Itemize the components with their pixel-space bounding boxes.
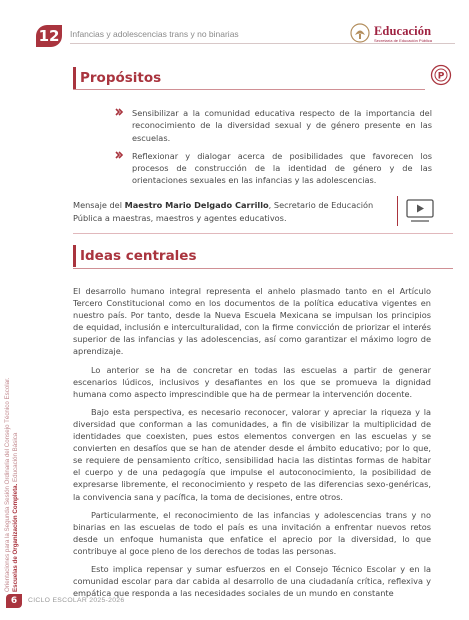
side-line-2-rest: Educación Básica: [12, 432, 19, 484]
target-icon: [430, 64, 452, 86]
svg-text:P: P: [437, 71, 445, 82]
list-item-text: Sensibilizar a la comunidad educativa respecto de la importancia del reconocimiento de la diversidad sexual y de género presente en las escuelas.: [132, 108, 432, 143]
list-item-text: Reflexionar y dialogar acerca de posibilidades que favorecen los procesos de construcción de la identidad de género y de las orientaciones sexuales en las infancias y las adolescencias.: [132, 150, 432, 186]
side-running-title: [4, 332, 26, 592]
page-header: [0, 0, 469, 48]
paragraph: Bajo esta perspectiva, es necesario reconocer, valorar y apreciar la riqueza y la diversidad que conforman a las comunidades, a fin de visibilizar la multiplicidad de identidades que coexisten, pues estos elementos convergen en las escuelas y se convierten en desafíos que se han de atender desde el ámbito educativo; por lo que, se requiere de pensamiento crítico, sensibilidad hacia las distintas formas de habitar el cuerpo y de una pedagogía que impulse el autoconocimiento, la posibilidad de expresarse libremente, el reconocimiento y respeto de las diferencias sexo-genéricas, la convivencia sana y pacífica, la toma de decisiones, entre otros.: [73, 406, 431, 502]
side-line-2: [12, 332, 20, 592]
paragraph: Particularmente, el reconocimiento de las infancias y adolescencias trans y no binarias en las escuelas de todo el país es una invitación a enfrentar nuevos retos desde un enfoque humanista que enfatice el aprecio por la diversidad, lo que contribuye al goce pleno de los derechos de todas las personas.: [73, 509, 431, 556]
propositos-heading: Propósitos: [73, 67, 161, 89]
chapter-title: Infancias y adolescencias trans y no binarias: [70, 29, 239, 39]
chevron-right-icon: [114, 107, 124, 117]
ideas-centrales-heading: Ideas centrales: [73, 245, 197, 267]
message-suffix: , Secretario de Educación Pública a maestras, maestros y agentes educativos.: [73, 200, 374, 223]
list-item: [112, 107, 432, 144]
chevron-right-icon: [114, 150, 124, 160]
ideas-body: [73, 285, 431, 605]
paragraph: Esto implica repensar y sumar esfuerzos en el Consejo Técnico Escolar y en la comunidad escolar para dar cabida al desarrollo de una ciudadanía crítica, reflexiva y empática que responda a las necesidades sociales de un mundo en constante: [73, 563, 431, 599]
side-line-2-bold: Escuelas de Organización Completa.: [12, 483, 19, 592]
propositos-list: [112, 107, 432, 193]
school-cycle: CICLO ESCOLAR 2025-2026: [28, 597, 125, 604]
ideas-divider: [73, 268, 453, 269]
paragraph: Lo anterior se ha de concretar en todas las escuelas a partir de generar escenarios lúdicos, inclusivos y desafiantes en los que se promueva la dignidad humana como aspecto imprescindible que ha de permear la intervención docente.: [73, 364, 431, 399]
message-text: [73, 199, 393, 224]
video-play-icon[interactable]: [397, 196, 441, 226]
propositos-divider: [73, 89, 425, 90]
paragraph: El desarrollo humano integral representa el anhelo plasmado tanto en el Artículo Tercero Constitucional como en los documentos de la política educativa vigentes en nuestro país. Por tanto, desde la Nueva Escuela Mexicana se impulsan los principios de equidad, inclusión e interculturalidad, con la firme convicción de priorizar el interés superior de las infancias y las adolescencias, así como garantizar el máximo logro de aprendizaje.: [73, 286, 431, 357]
message-divider: [73, 233, 453, 234]
logo-wordmark: Educación: [374, 24, 432, 38]
page-number: 6: [6, 594, 22, 608]
list-item: [112, 150, 432, 187]
header-divider: [70, 43, 455, 44]
logo-subtitle: Secretaría de Educación Pública: [374, 38, 433, 43]
eagle-emblem-icon: [350, 22, 370, 44]
message-prefix: Mensaje del: [73, 200, 125, 210]
chapter-number-badge: 12: [36, 25, 62, 47]
message-name: Maestro Mario Delgado Carrillo: [124, 200, 269, 210]
side-line-1: Orientaciones para la Segunda Sesión Ordinaria del Consejo Técnico Escolar.: [4, 377, 11, 592]
